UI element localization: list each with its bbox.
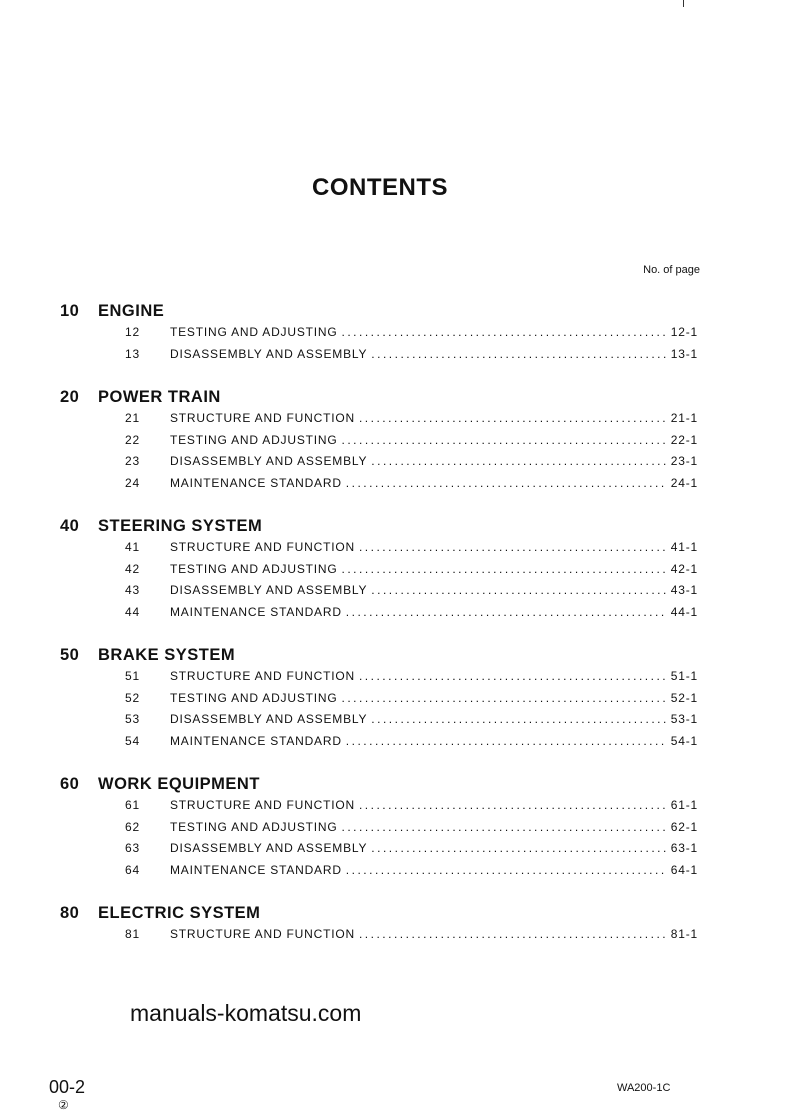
entry-number: 44	[125, 604, 140, 619]
toc-section	[0, 515, 793, 623]
entry-title: STRUCTURE AND FUNCTION	[170, 927, 355, 941]
table-of-contents	[0, 300, 793, 967]
toc-entry	[0, 344, 793, 366]
entry-page: 64-1	[670, 862, 698, 877]
entry-page: 24-1	[670, 475, 698, 490]
section-number: 40	[60, 517, 80, 535]
toc-entry	[0, 580, 793, 602]
section-heading	[0, 773, 793, 795]
entry-page: 62-1	[670, 819, 698, 834]
entry-number: 43	[125, 583, 140, 597]
toc-section	[0, 300, 793, 365]
entry-number: 64	[125, 862, 140, 877]
toc-section	[0, 773, 793, 881]
entry-number: 41	[125, 540, 140, 554]
section-heading	[0, 644, 793, 666]
entry-number: 63	[125, 841, 140, 855]
entry-title: MAINTENANCE STANDARD	[170, 733, 342, 748]
section-number: 10	[60, 302, 80, 320]
dot-leader	[359, 795, 667, 817]
dot-leader	[371, 451, 667, 473]
section-title: POWER TRAIN	[98, 388, 221, 406]
dot-leader	[371, 838, 667, 860]
section-heading	[0, 300, 793, 322]
toc-entry	[0, 688, 793, 710]
entry-page: 44-1	[670, 604, 698, 619]
toc-entry	[0, 322, 793, 344]
toc-section	[0, 386, 793, 494]
section-number: 80	[60, 904, 80, 922]
section-title: BRAKE SYSTEM	[98, 646, 236, 664]
entry-page: 23-1	[670, 454, 698, 468]
page-title: CONTENTS	[312, 174, 448, 201]
entry-page: 61-1	[670, 798, 698, 812]
entry-title: TESTING AND ADJUSTING	[170, 561, 338, 576]
toc-entry	[0, 731, 793, 753]
entry-page: 81-1	[670, 927, 698, 941]
entry-page: 42-1	[670, 561, 698, 576]
revision-mark: ②	[58, 1098, 69, 1112]
entry-title: TESTING AND ADJUSTING	[170, 819, 338, 834]
entry-number: 42	[125, 561, 140, 576]
dot-leader	[346, 602, 667, 624]
entry-title: STRUCTURE AND FUNCTION	[170, 411, 355, 425]
toc-entry	[0, 408, 793, 430]
entry-page: 22-1	[670, 432, 698, 447]
section-title: ENGINE	[98, 302, 165, 320]
section-title: STEERING SYSTEM	[98, 517, 263, 535]
entry-title: STRUCTURE AND FUNCTION	[170, 669, 355, 683]
dot-leader	[342, 430, 667, 452]
dot-leader	[342, 688, 667, 710]
entry-title: STRUCTURE AND FUNCTION	[170, 798, 355, 812]
footer-page-number: 00-2	[49, 1077, 86, 1097]
entry-title: STRUCTURE AND FUNCTION	[170, 540, 355, 554]
entry-number: 81	[125, 927, 140, 941]
entry-number: 13	[125, 346, 140, 361]
dot-leader	[346, 473, 667, 495]
entry-page: 21-1	[670, 411, 698, 425]
dot-leader	[342, 322, 667, 344]
entry-number: 51	[125, 669, 140, 683]
section-heading	[0, 902, 793, 924]
toc-entry	[0, 817, 793, 839]
dot-leader	[371, 580, 667, 602]
entry-page: 13-1	[670, 346, 698, 361]
toc-entry	[0, 537, 793, 559]
entry-title: TESTING AND ADJUSTING	[170, 690, 338, 705]
dot-leader	[359, 924, 667, 946]
entry-title: DISASSEMBLY AND ASSEMBLY	[170, 712, 368, 726]
entry-number: 22	[125, 432, 140, 447]
dot-leader	[371, 344, 667, 366]
entry-number: 52	[125, 690, 140, 705]
toc-entry	[0, 559, 793, 581]
dot-leader	[371, 709, 667, 731]
entry-page: 63-1	[670, 841, 698, 855]
entry-page: 12-1	[670, 325, 698, 339]
footer-model: WA200-1C	[617, 1082, 671, 1094]
toc-entry	[0, 838, 793, 860]
section-number: 50	[60, 646, 80, 664]
entry-number: 24	[125, 475, 140, 490]
entry-number: 53	[125, 712, 140, 726]
entry-title: DISASSEMBLY AND ASSEMBLY	[170, 841, 368, 855]
entry-number: 21	[125, 411, 140, 425]
scan-mark	[683, 0, 684, 7]
entry-title: MAINTENANCE STANDARD	[170, 604, 342, 619]
toc-section	[0, 644, 793, 752]
entry-number: 23	[125, 454, 140, 468]
section-heading	[0, 386, 793, 408]
entry-number: 62	[125, 819, 140, 834]
entry-number: 61	[125, 798, 140, 812]
entry-page: 43-1	[670, 583, 698, 597]
toc-entry	[0, 602, 793, 624]
toc-entry	[0, 860, 793, 882]
entry-page: 54-1	[670, 733, 698, 748]
dot-leader	[359, 408, 667, 430]
dot-leader	[359, 537, 667, 559]
dot-leader	[346, 860, 667, 882]
dot-leader	[342, 817, 667, 839]
entry-page: 41-1	[670, 540, 698, 554]
section-title: WORK EQUIPMENT	[98, 775, 260, 793]
entry-title: DISASSEMBLY AND ASSEMBLY	[170, 583, 368, 597]
entry-number: 54	[125, 733, 140, 748]
toc-entry	[0, 709, 793, 731]
toc-entry	[0, 451, 793, 473]
dot-leader	[342, 559, 667, 581]
toc-entry	[0, 924, 793, 946]
section-heading	[0, 515, 793, 537]
entry-title: TESTING AND ADJUSTING	[170, 432, 338, 447]
entry-page: 51-1	[670, 669, 698, 683]
toc-entry	[0, 430, 793, 452]
entry-title: TESTING AND ADJUSTING	[170, 325, 338, 339]
dot-leader	[359, 666, 667, 688]
entry-title: MAINTENANCE STANDARD	[170, 862, 342, 877]
entry-page: 52-1	[670, 690, 698, 705]
toc-section	[0, 902, 793, 946]
entry-title: MAINTENANCE STANDARD	[170, 475, 342, 490]
entry-number: 12	[125, 325, 140, 339]
section-title: ELECTRIC SYSTEM	[98, 904, 261, 922]
watermark: manuals-komatsu.com	[130, 1000, 362, 1026]
section-number: 20	[60, 388, 80, 406]
entry-page: 53-1	[670, 712, 698, 726]
dot-leader	[346, 731, 667, 753]
entry-title: DISASSEMBLY AND ASSEMBLY	[170, 454, 368, 468]
section-number: 60	[60, 775, 80, 793]
entry-title: DISASSEMBLY AND ASSEMBLY	[170, 346, 368, 361]
no-of-page-label: No. of page	[643, 264, 700, 276]
toc-entry	[0, 795, 793, 817]
toc-entry	[0, 666, 793, 688]
toc-entry	[0, 473, 793, 495]
